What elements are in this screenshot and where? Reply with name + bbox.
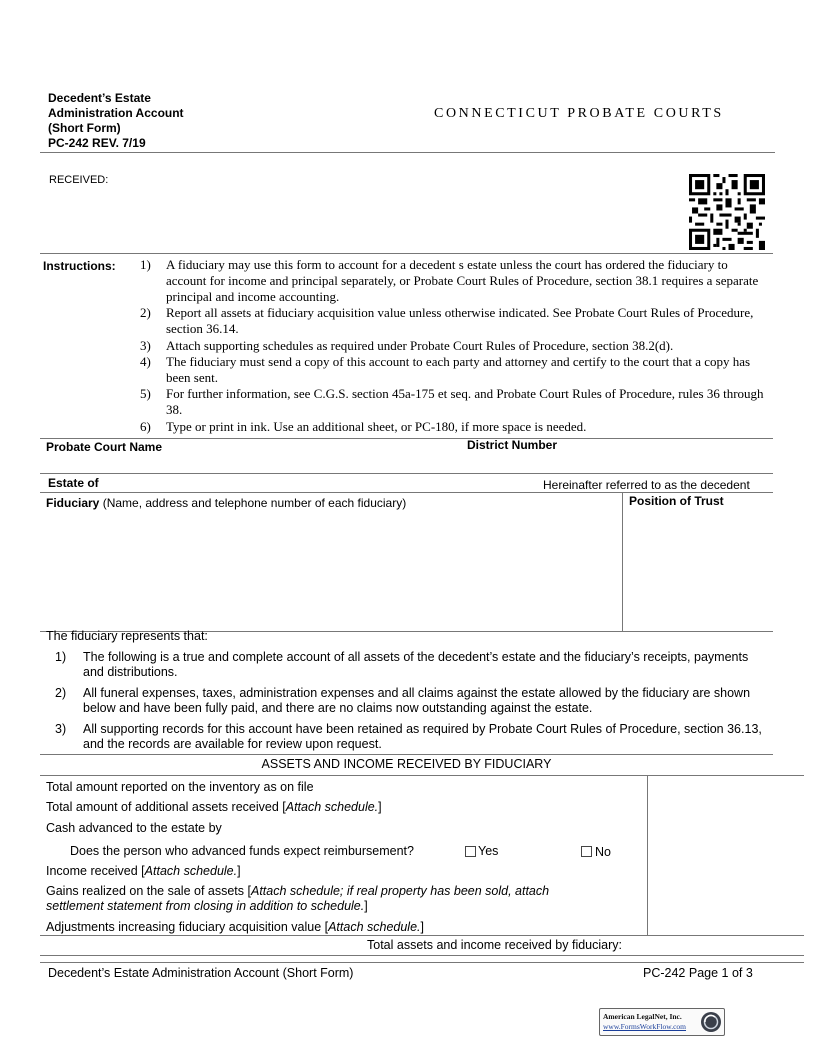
form-title-line3: (Short Form) (48, 121, 121, 135)
yes-checkbox[interactable] (465, 846, 476, 857)
gains-amount-field[interactable] (652, 884, 800, 914)
row-adjust-text: Adjustments increasing fiduciary acquisition value [ (46, 920, 329, 934)
row-gains-italic1: Attach schedule; if real property has been sold, attach (250, 884, 550, 898)
no-checkbox[interactable] (581, 846, 592, 857)
represent-text: All funeral expenses, taxes, administration expenses and all claims against the estate allowed by the fiduciary are shown below and have been fully paid, and there are no claims now outstanding against the estate. (83, 686, 751, 715)
represent-item (55, 722, 765, 752)
instruction-item (140, 305, 770, 337)
additional-amount-field[interactable] (652, 798, 800, 816)
header-divider (40, 152, 775, 153)
row-question: Does the person who advanced funds expect reimbursement? (70, 844, 414, 858)
instruction-number: 6) (140, 419, 151, 434)
logo-line1: American LegalNet, Inc. (603, 1012, 682, 1021)
represent-number: 3) (55, 722, 67, 736)
amount-column-divider (647, 775, 648, 935)
represent-number: 2) (55, 686, 67, 700)
total-bottom-divider (40, 955, 804, 956)
instruction-item (140, 354, 770, 386)
row-gains-text: Gains realized on the sale of assets [ (46, 884, 251, 898)
no-label: No (595, 845, 611, 859)
form-number: PC-242 REV. 7/19 (48, 136, 146, 150)
row-gains-italic2: settlement statement from closing in addition to schedule. (46, 899, 365, 913)
position-of-trust-field[interactable] (628, 514, 768, 628)
instruction-number: 1) (140, 257, 151, 272)
represents-divider (40, 754, 773, 755)
represent-item (55, 650, 765, 680)
represent-number: 1) (55, 650, 67, 664)
instruction-number: 5) (140, 386, 151, 401)
instruction-text: A fiduciary may use this form to account for a decedent s estate unless the court has ordered the fiduciary to account for income and principal separately, or Probate Court Rules of Procedure, section 38.1 requires a separate principal and income accounting. (166, 257, 759, 304)
probate-court-name-label: Probate Court Name (46, 440, 163, 454)
instructions-label: Instructions: (43, 259, 116, 273)
row-cash: Cash advanced to the estate by (46, 821, 222, 835)
row-additional-end: ] (378, 800, 382, 814)
instruction-text: The fiduciary must send a copy of this account to each party and attorney and certify to the court that a copy has been sent. (166, 354, 751, 385)
assets-heading: ASSETS AND INCOME RECEIVED BY FIDUCIARY (261, 757, 552, 771)
instruction-number: 2) (140, 305, 151, 320)
footer-page-info: PC-242 Page 1 of 3 (643, 966, 753, 980)
instructions-divider (40, 438, 773, 439)
total-label: Total assets and income received by fiduciary: (367, 938, 622, 952)
inventory-amount-field[interactable] (652, 778, 800, 796)
row-adjust-italic: Attach schedule. (328, 920, 421, 934)
instruction-text: Report all assets at fiduciary acquisition value unless otherwise indicated. See Probate Court Rules of Procedure, section 36.14. (166, 305, 754, 336)
assets-heading-divider (40, 775, 804, 776)
form-title-line1: Decedent’s Estate (48, 91, 151, 105)
received-divider (40, 253, 773, 254)
instruction-item (140, 257, 770, 305)
position-divider (622, 492, 623, 632)
globe-icon (700, 1011, 722, 1033)
income-amount-field[interactable] (652, 862, 800, 880)
court-divider (40, 473, 773, 474)
represent-text: All supporting records for this account have been retained as required by Probate Court Rules of Procedure, section 36.13, and the records are available for review upon request. (83, 722, 762, 751)
cash-advanced-by-field[interactable] (240, 819, 640, 837)
instruction-number: 4) (140, 354, 151, 369)
court-title: CONNECTICUT PROBATE COURTS (434, 106, 724, 121)
instruction-number: 3) (140, 338, 151, 353)
instruction-item (140, 419, 770, 435)
represent-item (55, 686, 765, 716)
instruction-item (140, 386, 770, 418)
fiduciary-label-bold: Fiduciary (46, 496, 100, 510)
fiduciary-field[interactable] (46, 514, 618, 628)
footer-divider (40, 962, 804, 963)
form-title-line2: Administration Account (48, 106, 184, 120)
qr-code-icon (689, 174, 765, 250)
total-top-divider (40, 935, 804, 936)
row-additional (46, 800, 382, 815)
row-gains (46, 884, 636, 914)
instruction-item (140, 338, 770, 354)
received-label: RECEIVED: (49, 174, 109, 186)
row-additional-text: Total amount of additional assets received [ (46, 800, 286, 814)
legalnet-logo[interactable] (599, 1008, 725, 1036)
logo-line2: www.FormsWorkFlow.com (603, 1022, 687, 1031)
instruction-text: Type or print in ink. Use an additional sheet, or PC-180, if more space is needed. (166, 419, 587, 434)
row-income-italic: Attach schedule. (144, 864, 238, 878)
district-number-label: District Number (467, 438, 558, 452)
row-income-text: Income received [ (46, 864, 145, 878)
estate-of-label: Estate of (48, 476, 99, 490)
represents-intro: The fiduciary represents that: (46, 629, 208, 643)
fiduciary-hint: (Name, address and telephone number of each fiduciary) (102, 496, 407, 510)
position-of-trust-label: Position of Trust (629, 494, 724, 508)
form-title (48, 91, 184, 151)
instruction-text: Attach supporting schedules as required under Probate Court Rules of Procedure, section 38.2(d). (166, 338, 674, 353)
total-amount-field[interactable] (652, 937, 800, 953)
represent-text: The following is a true and complete account of all assets of the decedent’s estate and the fiduciary’s receipts, payments and distributions. (83, 650, 749, 679)
estate-divider (40, 492, 773, 493)
row-inventory: Total amount reported on the inventory as on file (46, 780, 314, 794)
row-gains-end: ] (364, 899, 368, 913)
adjust-amount-field[interactable] (652, 918, 800, 934)
fiduciary-label (46, 496, 406, 510)
row-adjust (46, 920, 424, 935)
row-income-end: ] (237, 864, 241, 878)
row-additional-italic: Attach schedule. (285, 800, 379, 814)
hereinafter-label: Hereinafter referred to as the decedent (543, 478, 750, 492)
row-adjust-end: ] (420, 920, 424, 934)
row-income (46, 864, 241, 879)
instruction-text: For further information, see C.G.S. section 45a-175 et seq. and Probate Court Rules of Procedure, rules 36 through 38. (166, 386, 764, 417)
footer-form-name: Decedent’s Estate Administration Account (Short Form) (48, 966, 354, 980)
yes-label: Yes (478, 844, 499, 858)
